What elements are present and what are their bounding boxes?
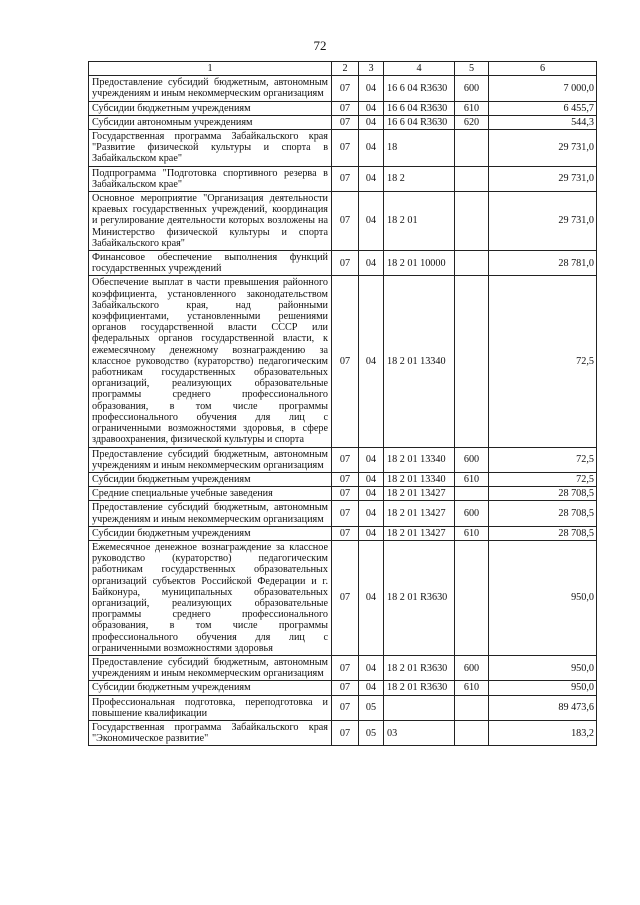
subsection-code-cell: 04	[359, 76, 384, 101]
table-row	[89, 695, 597, 720]
section-code-cell: 07	[332, 472, 359, 486]
target-article-cell: 03	[384, 720, 455, 745]
amount-cell: 28 781,0	[489, 251, 597, 276]
header-cell: 1	[89, 62, 332, 76]
section-code-cell: 07	[332, 276, 359, 447]
row-name-cell: Средние специальные учебные заведения	[89, 487, 332, 501]
amount-cell: 950,0	[489, 540, 597, 655]
header-cell: 2	[332, 62, 359, 76]
amount-cell: 950,0	[489, 655, 597, 680]
row-name-cell: Подпрограмма "Подготовка спортивного резерва в Забайкальском крае"	[89, 166, 332, 191]
expense-type-cell	[455, 166, 489, 191]
table-row	[89, 76, 597, 101]
expense-type-cell: 610	[455, 526, 489, 540]
subsection-code-cell: 04	[359, 115, 384, 129]
target-article-cell: 18 2 01	[384, 192, 455, 251]
expense-type-cell	[455, 540, 489, 655]
expense-type-cell: 600	[455, 501, 489, 526]
expense-type-cell: 600	[455, 655, 489, 680]
subsection-code-cell: 05	[359, 720, 384, 745]
row-name-cell: Финансовое обеспечение выполнения функций государственных учреждений	[89, 251, 332, 276]
target-article-cell: 18 2 01 13427	[384, 526, 455, 540]
budget-table	[88, 61, 597, 746]
expense-type-cell	[455, 130, 489, 167]
subsection-code-cell: 04	[359, 487, 384, 501]
subsection-code-cell: 04	[359, 101, 384, 115]
header-cell: 3	[359, 62, 384, 76]
table-row	[89, 101, 597, 115]
section-code-cell: 07	[332, 681, 359, 695]
subsection-code-cell: 04	[359, 447, 384, 472]
header-cell: 5	[455, 62, 489, 76]
amount-cell: 29 731,0	[489, 192, 597, 251]
target-article-cell: 18 2 01 13340	[384, 276, 455, 447]
subsection-code-cell: 05	[359, 695, 384, 720]
row-name-cell: Предоставление субсидий бюджетным, автономным учреждениям и иным некоммерческим организациям	[89, 655, 332, 680]
table-row	[89, 720, 597, 745]
row-name-cell: Субсидии бюджетным учреждениям	[89, 526, 332, 540]
target-article-cell: 18 2 01 13340	[384, 472, 455, 486]
target-article-cell: 16 6 04 R3630	[384, 101, 455, 115]
subsection-code-cell: 04	[359, 276, 384, 447]
section-code-cell: 07	[332, 526, 359, 540]
table-row	[89, 447, 597, 472]
target-article-cell: 18 2 01 R3630	[384, 540, 455, 655]
expense-type-cell	[455, 487, 489, 501]
subsection-code-cell: 04	[359, 192, 384, 251]
amount-cell: 544,3	[489, 115, 597, 129]
section-code-cell: 07	[332, 695, 359, 720]
subsection-code-cell: 04	[359, 166, 384, 191]
table-row	[89, 472, 597, 486]
subsection-code-cell: 04	[359, 526, 384, 540]
section-code-cell: 07	[332, 501, 359, 526]
header-cell: 4	[384, 62, 455, 76]
table-row	[89, 130, 597, 167]
section-code-cell: 07	[332, 130, 359, 167]
row-name-cell: Субсидии бюджетным учреждениям	[89, 101, 332, 115]
subsection-code-cell: 04	[359, 540, 384, 655]
amount-cell: 28 708,5	[489, 526, 597, 540]
table-header-row	[89, 62, 597, 76]
section-code-cell: 07	[332, 720, 359, 745]
row-name-cell: Субсидии бюджетным учреждениям	[89, 681, 332, 695]
page-number: 72	[313, 38, 327, 53]
subsection-code-cell: 04	[359, 655, 384, 680]
table-row	[89, 501, 597, 526]
section-code-cell: 07	[332, 487, 359, 501]
amount-cell: 29 731,0	[489, 130, 597, 167]
amount-cell: 183,2	[489, 720, 597, 745]
table-row	[89, 192, 597, 251]
row-name-cell: Субсидии автономным учреждениям	[89, 115, 332, 129]
row-name-cell: Предоставление субсидий бюджетным, автономным учреждениям и иным некоммерческим организациям	[89, 501, 332, 526]
target-article-cell: 16 6 04 R3630	[384, 76, 455, 101]
expense-type-cell: 610	[455, 472, 489, 486]
target-article-cell: 16 6 04 R3630	[384, 115, 455, 129]
subsection-code-cell: 04	[359, 251, 384, 276]
amount-cell: 72,5	[489, 472, 597, 486]
row-name-cell: Государственная программа Забайкальского края "Развитие физической культуры и спорта в Забайкальском крае"	[89, 130, 332, 167]
row-name-cell: Основное мероприятие "Организация деятельности краевых государственных учреждений, координация и регулирование деятельности которых возложены на Министерство физической культуры и спорта Забайкальского края"	[89, 192, 332, 251]
subsection-code-cell: 04	[359, 472, 384, 486]
subsection-code-cell: 04	[359, 681, 384, 695]
section-code-cell: 07	[332, 540, 359, 655]
table-row	[89, 655, 597, 680]
row-name-cell: Предоставление субсидий бюджетным, автономным учреждениям и иным некоммерческим организациям	[89, 447, 332, 472]
expense-type-cell: 610	[455, 681, 489, 695]
table-row	[89, 166, 597, 191]
amount-cell: 28 708,5	[489, 487, 597, 501]
amount-cell: 7 000,0	[489, 76, 597, 101]
expense-type-cell: 600	[455, 447, 489, 472]
subsection-code-cell: 04	[359, 130, 384, 167]
target-article-cell: 18 2 01 13340	[384, 447, 455, 472]
target-article-cell: 18	[384, 130, 455, 167]
row-name-cell: Обеспечение выплат в части превышения районного коэффициента, установленного законодательством Забайкальского края, над районными коэффициентами, установленными решениями органов государственной власти СССР или федеральных органов государственной власти, к ежемесячному денежному вознаграждению за классное руководство (кураторство) педагогическим работникам государственных образовательных организаций, реализующих образовательные программы среднего профессионального образования, в том числе программы профессионального обучения для лиц с ограниченными возможностями здоровья, в сфере здравоохранения, физической культуры и спорта	[89, 276, 332, 447]
expense-type-cell	[455, 720, 489, 745]
target-article-cell: 18 2 01 13427	[384, 487, 455, 501]
table-row	[89, 681, 597, 695]
section-code-cell: 07	[332, 251, 359, 276]
amount-cell: 6 455,7	[489, 101, 597, 115]
section-code-cell: 07	[332, 101, 359, 115]
amount-cell: 89 473,6	[489, 695, 597, 720]
row-name-cell: Субсидии бюджетным учреждениям	[89, 472, 332, 486]
expense-type-cell	[455, 695, 489, 720]
row-name-cell: Профессиональная подготовка, переподготовка и повышение квалификации	[89, 695, 332, 720]
row-name-cell: Ежемесячное денежное вознаграждение за классное руководство (кураторство) педагогическим работникам государственных образовательных организаций субъектов Российской Федерации и г. Байконура, муниципальных образовательных организаций, реализующих образовательные программы среднего профессионального образования, в том числе программы профессионального обучения для лиц с ограниченными возможностями здоровья	[89, 540, 332, 655]
target-article-cell: 18 2 01 13427	[384, 501, 455, 526]
row-name-cell: Государственная программа Забайкальского края "Экономическое развитие"	[89, 720, 332, 745]
expense-type-cell	[455, 276, 489, 447]
table-row	[89, 115, 597, 129]
section-code-cell: 07	[332, 447, 359, 472]
table-row	[89, 487, 597, 501]
amount-cell: 28 708,5	[489, 501, 597, 526]
section-code-cell: 07	[332, 655, 359, 680]
section-code-cell: 07	[332, 76, 359, 101]
amount-cell: 29 731,0	[489, 166, 597, 191]
section-code-cell: 07	[332, 192, 359, 251]
table-row	[89, 251, 597, 276]
table-row	[89, 276, 597, 447]
header-cell: 6	[489, 62, 597, 76]
expense-type-cell: 610	[455, 101, 489, 115]
expense-type-cell: 600	[455, 76, 489, 101]
amount-cell: 72,5	[489, 276, 597, 447]
expense-type-cell: 620	[455, 115, 489, 129]
section-code-cell: 07	[332, 166, 359, 191]
amount-cell: 950,0	[489, 681, 597, 695]
expense-type-cell	[455, 251, 489, 276]
target-article-cell: 18 2 01 R3630	[384, 681, 455, 695]
target-article-cell: 18 2 01 10000	[384, 251, 455, 276]
target-article-cell	[384, 695, 455, 720]
amount-cell: 72,5	[489, 447, 597, 472]
target-article-cell: 18 2 01 R3630	[384, 655, 455, 680]
expense-type-cell	[455, 192, 489, 251]
row-name-cell: Предоставление субсидий бюджетным, автономным учреждениям и иным некоммерческим организациям	[89, 76, 332, 101]
table-row	[89, 540, 597, 655]
table-row	[89, 526, 597, 540]
target-article-cell: 18 2	[384, 166, 455, 191]
subsection-code-cell: 04	[359, 501, 384, 526]
section-code-cell: 07	[332, 115, 359, 129]
